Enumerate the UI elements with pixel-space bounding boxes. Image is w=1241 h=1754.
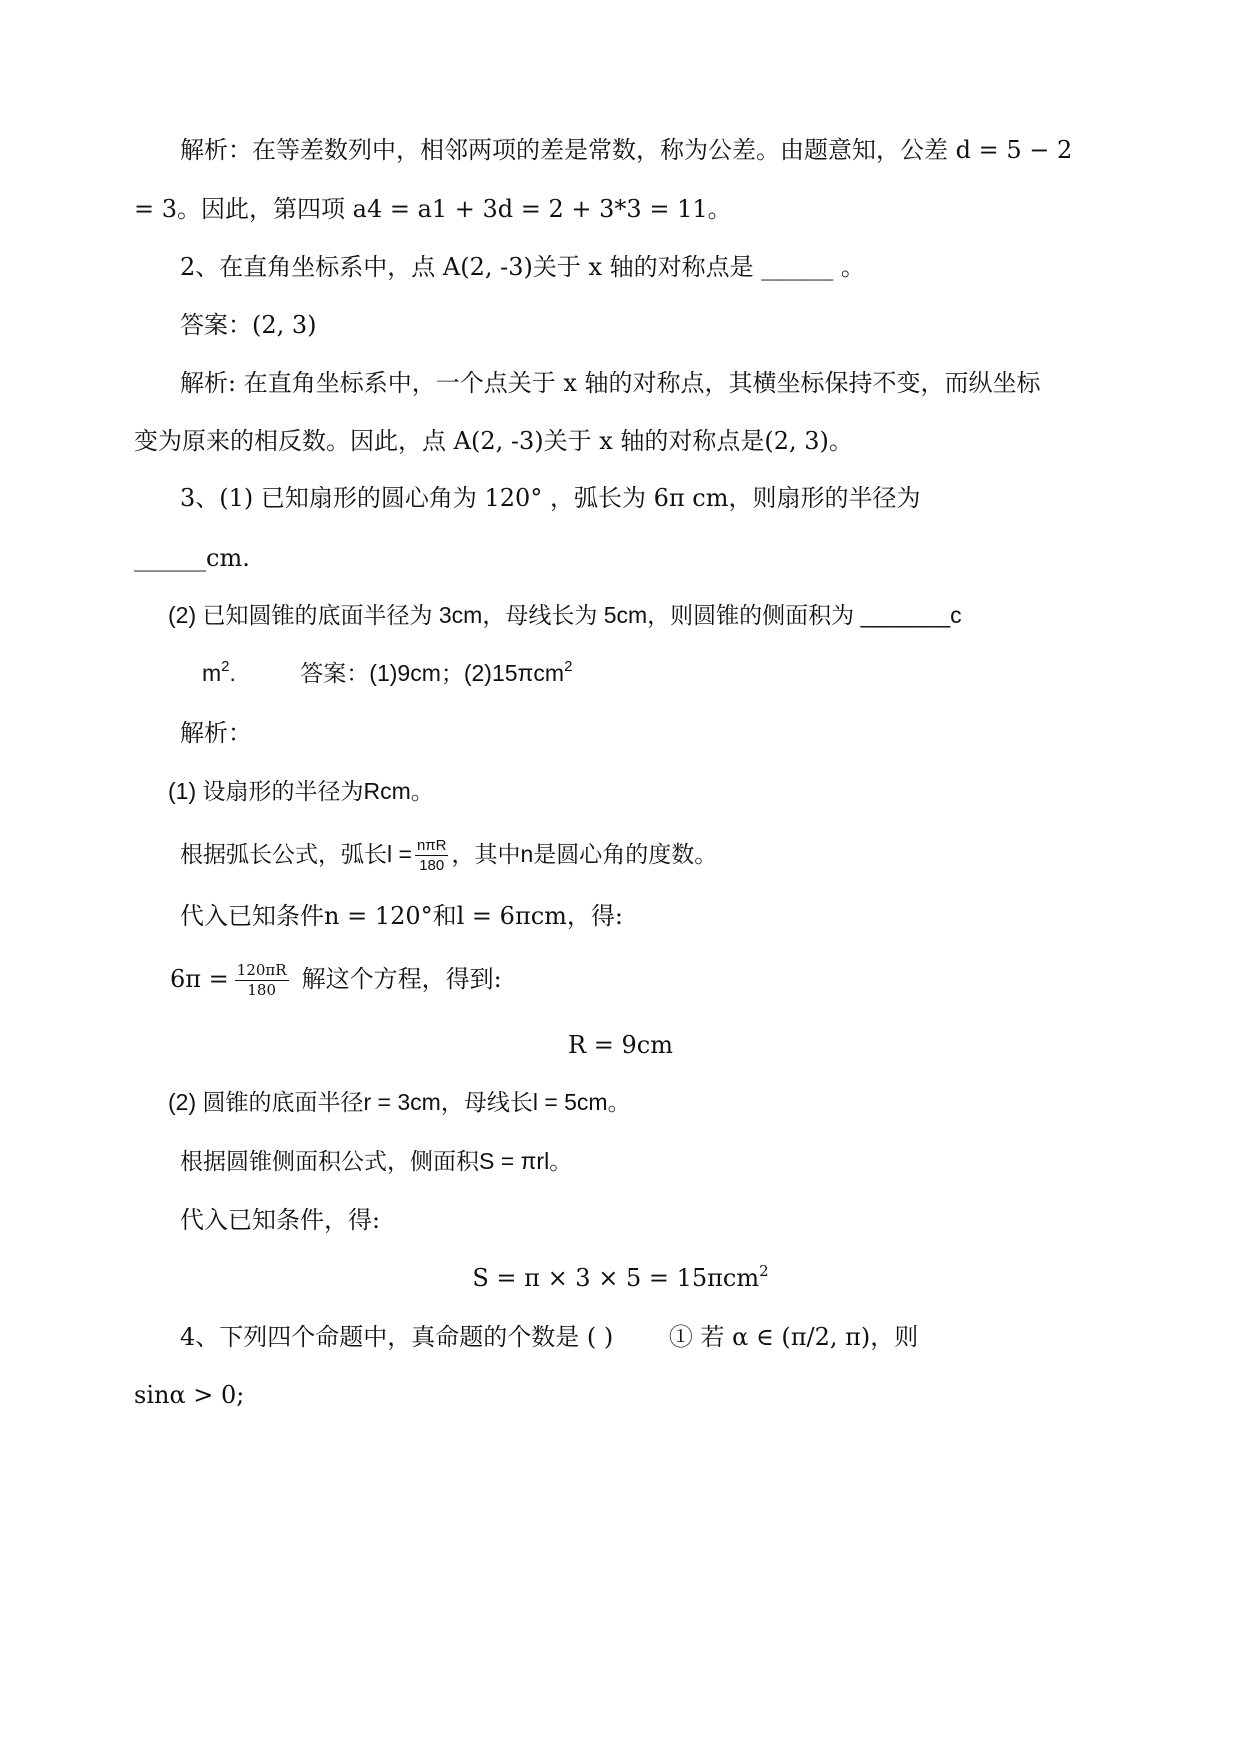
step-2: (2) 圆锥的底面半径r = 3cm，母线长l = 5cm。 — [168, 1089, 631, 1115]
superscript: 2 — [221, 658, 230, 675]
equation-suffix: 解这个方程，得到: — [301, 965, 502, 993]
lateral-area-formula: 根据圆锥侧面积公式，侧面积S = πrl。 — [180, 1148, 573, 1174]
explanation-line-2: = 3。因此，第四项 a4 = a1 + 3d = 2 + 3*3 = 11。 — [134, 195, 732, 223]
explanation-line-1: 解析：在等差数列中，相邻两项的差是常数，称为公差。由题意知，公差 d = 5 − 2 — [180, 136, 1073, 164]
unit-m: m — [202, 660, 222, 686]
answer-3: 答案：(1)9cm；(2)15πcm — [300, 660, 565, 686]
question-3-continuation: $m^2$. 答案：(1)9cm；(2)15πcm$^2$ — [202, 658, 573, 686]
substitution-line-2: 代入已知条件，得: — [180, 1206, 381, 1234]
radius-result: R = 9cm — [568, 1031, 673, 1059]
fraction-equation: $\frac{120\pi R}{180}$ — [236, 961, 287, 999]
question-3-part-1: 3、(1) 已知扇形的圆心角为 120° ，弧长为 6π cm，则扇形的半径为 — [180, 484, 921, 512]
equation-line — [170, 958, 502, 1000]
question-2: 2、在直角坐标系中，点 A(2, -3)关于 x 轴的对称点是 ______ 。 — [180, 253, 865, 281]
step-1: (1) 设扇形的半径为Rcm。 — [168, 778, 434, 804]
superscript: 2 — [759, 1262, 769, 1280]
area-result: S = π × 3 × 5 = 15πcm$^2$ — [472, 1262, 769, 1292]
arc-length-formula-line — [180, 834, 717, 874]
question-4: 4、下列四个命题中，真命题的个数是 ( ) ① 若 α ∈ (π/2, π)，则 — [180, 1323, 919, 1351]
answer-2: 答案：(2, 3) — [180, 311, 317, 339]
question-3-part-2: (2) 已知圆锥的底面半径为 3cm，母线长为 5cm，则圆锥的侧面积为 _______c — [168, 602, 962, 628]
substitution-line: 代入已知条件n = 120°和l = 6πcm，得: — [180, 902, 624, 930]
explanation-2-line-1: 解析: 在直角坐标系中，一个点关于 x 轴的对称点，其横坐标保持不变，而纵坐标 — [180, 369, 1041, 397]
explanation-3-heading: 解析： — [180, 719, 252, 747]
question-4-continuation: sinα > 0; — [134, 1381, 245, 1409]
equation-prefix: 6π = — [170, 965, 229, 993]
superscript: 2 — [564, 658, 573, 675]
question-3-part-1-blank: ______cm. — [134, 544, 250, 572]
fraction-arc-length: $\frac{\text{nπR}}{180}$ — [416, 837, 447, 875]
formula-prefix: 根据弧长公式，弧长l = — [180, 841, 412, 867]
formula-suffix: ，其中n是圆心角的度数。 — [451, 841, 718, 867]
explanation-2-line-2: 变为原来的相反数。因此，点 A(2, -3)关于 x 轴的对称点是(2, 3)。 — [134, 427, 853, 455]
